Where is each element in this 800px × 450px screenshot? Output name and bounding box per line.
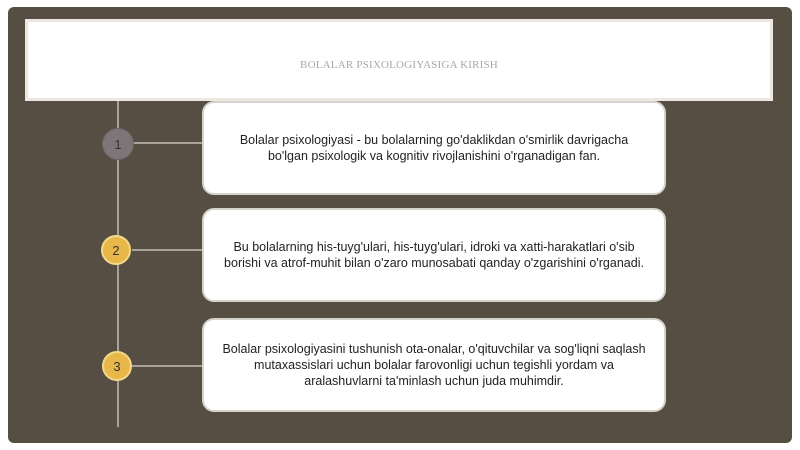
step-marker-1 <box>102 128 134 160</box>
connector-3 <box>132 365 202 367</box>
title-bar <box>25 19 773 101</box>
step-card-1 <box>202 101 666 195</box>
step-number-2: 2 <box>112 242 120 258</box>
step-number-1: 1 <box>114 136 122 152</box>
step-text-1: Bolalar psixologiyasi - bu bolalarning go'daklikdan o'smirlik davrigacha bo'lgan psixologik va kognitiv rivojlanishini o'rganadigan fan. <box>239 133 629 163</box>
step-marker-3 <box>102 351 132 381</box>
step-text-2: Bu bolalarning his-tuyg'ulari, his-tuyg'ulari, idroki va xatti-harakatlari o'sib borishi va atrof-muhit bilan o'zaro munosabati qanday o'zgarishini o'rganadi. <box>224 240 644 270</box>
step-number-3: 3 <box>113 358 121 374</box>
connector-2 <box>132 249 202 251</box>
step-card-2 <box>202 208 666 302</box>
step-text-3: Bolalar psixologiyasini tushunish ota-onalar, o'qituvchilar va sog'liqni saqlash mutaxassislari uchun bolalar farovonligi uchun tegishli yordam va aralashuvlarni ta'minlash uchun juda muhimdir. <box>222 342 646 388</box>
slide-title: BOLALAR PSIXOLOGIYASIGA KIRISH <box>300 59 498 71</box>
connector-1 <box>132 142 202 144</box>
step-card-3 <box>202 318 666 412</box>
slide <box>8 7 792 443</box>
step-marker-2 <box>101 235 131 265</box>
